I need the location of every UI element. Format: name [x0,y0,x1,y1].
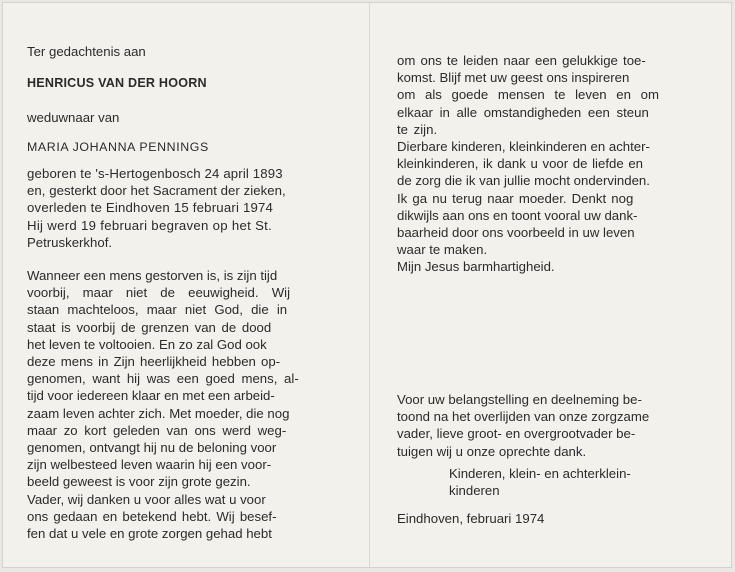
meditation-line: Wanneer een mens gestorven is, is zijn tijd [27,268,278,283]
farewell-line: de zorg die ik van jullie mocht ondervinden. [397,173,650,189]
biography [27,165,286,251]
bio-line: geboren te 's-Hertogenbosch 24 april 1893 [27,166,283,181]
meditation-line: maar zo kort geleden van ons werd weg- [27,422,287,438]
farewell-line: te zijn. [397,121,438,137]
widow-line: weduwnaar van [27,110,120,125]
signature-block [449,465,631,499]
meditation-line: staat is voorbij de grenzen van de dood [27,319,272,335]
meditation-line: Vader, wij danken u voor alles wat u voor [27,491,266,507]
meditation-line: tijd voor iedereen klaar en met een arbeid- [27,388,275,404]
meditation-line: voorbij, maar niet de eeuwigheid. Wij [27,285,291,301]
farewell-line: om ons te leiden naar een gelukkige toe- [397,53,646,68]
thanks-line: toond na het overlijden van onze zorgzame [397,409,650,425]
farewell-line: Mijn Jesus barmhartigheid. [397,259,555,275]
meditation-line: zijn welbesteed leven waarin hij een voor- [27,457,272,473]
farewell-line: elkaar in alle omstandigheden een steun [397,104,649,120]
signature-line: kinderen [449,483,500,499]
meditation-line: deze mens in Zijn heerlijkheid hebben op- [27,354,281,370]
bio-line: overleden te Eindhoven 15 februari 1974 [27,200,274,216]
deceased-name: HENRICUS VAN DER HOORN [27,76,207,90]
farewell-line: waar te maken. [397,242,488,258]
thanks-line: Voor uw belangstelling en deelneming be- [397,392,642,407]
thanks-line: vader, lieve groot- en overgrootvader be- [397,426,636,442]
farewell-text [397,52,659,276]
center-fold [369,3,370,567]
meditation-line: beeld geweest is voor zijn grote gezin. [27,474,251,490]
meditation-line: fen dat u vele en grote zorgen gehad hebt [27,526,272,542]
farewell-line: Ik ga nu terug naar moeder. Denkt nog [397,190,634,206]
meditation-line: zaam leven achter zich. Met moeder, die nog [27,405,290,421]
place-date: Eindhoven, februari 1974 [397,511,545,526]
signature-line: Kinderen, klein- en achterklein- [449,466,631,481]
intro-line: Ter gedachtenis aan [27,44,146,59]
farewell-line: baarheid door ons voorbeeld in uw leven [397,225,635,241]
farewell-line: om als goede mensen te leven en om [397,87,659,103]
spouse-name: MARIA JOHANNA PENNINGS [27,140,209,154]
meditation-line: het leven te voltooien. En zo zal God ook [27,336,267,352]
farewell-line: kleinkinderen, ik dank u voor de liefde en [397,156,643,172]
bio-line: Petruskerkhof. [27,234,113,250]
memorial-card [2,2,732,568]
meditation-line: staan machteloos, maar niet God, die in [27,302,288,318]
thanks-line: tuigen wij u onze oprechte dank. [397,443,587,459]
bio-line: Hij werd 19 februari begraven op het St. [27,217,273,233]
thanks-text [397,391,649,460]
meditation-line: ons gedaan en betekend hebt. Wij besef- [27,508,277,524]
meditation-line: genomen, ontvangt hij nu de beloning voor [27,440,277,456]
meditation-text [27,267,299,542]
farewell-line: Dierbare kinderen, kleinkinderen en achter- [397,139,650,155]
farewell-line: dikwijls aan ons en toont vooral uw dank- [397,207,638,223]
farewell-line: komst. Blijf met uw geest ons inspireren [397,70,630,86]
meditation-line: genomen, want hij was een goed mens, al- [27,371,299,387]
bio-line: en, gesterkt door het Sacrament der zieken, [27,183,286,199]
